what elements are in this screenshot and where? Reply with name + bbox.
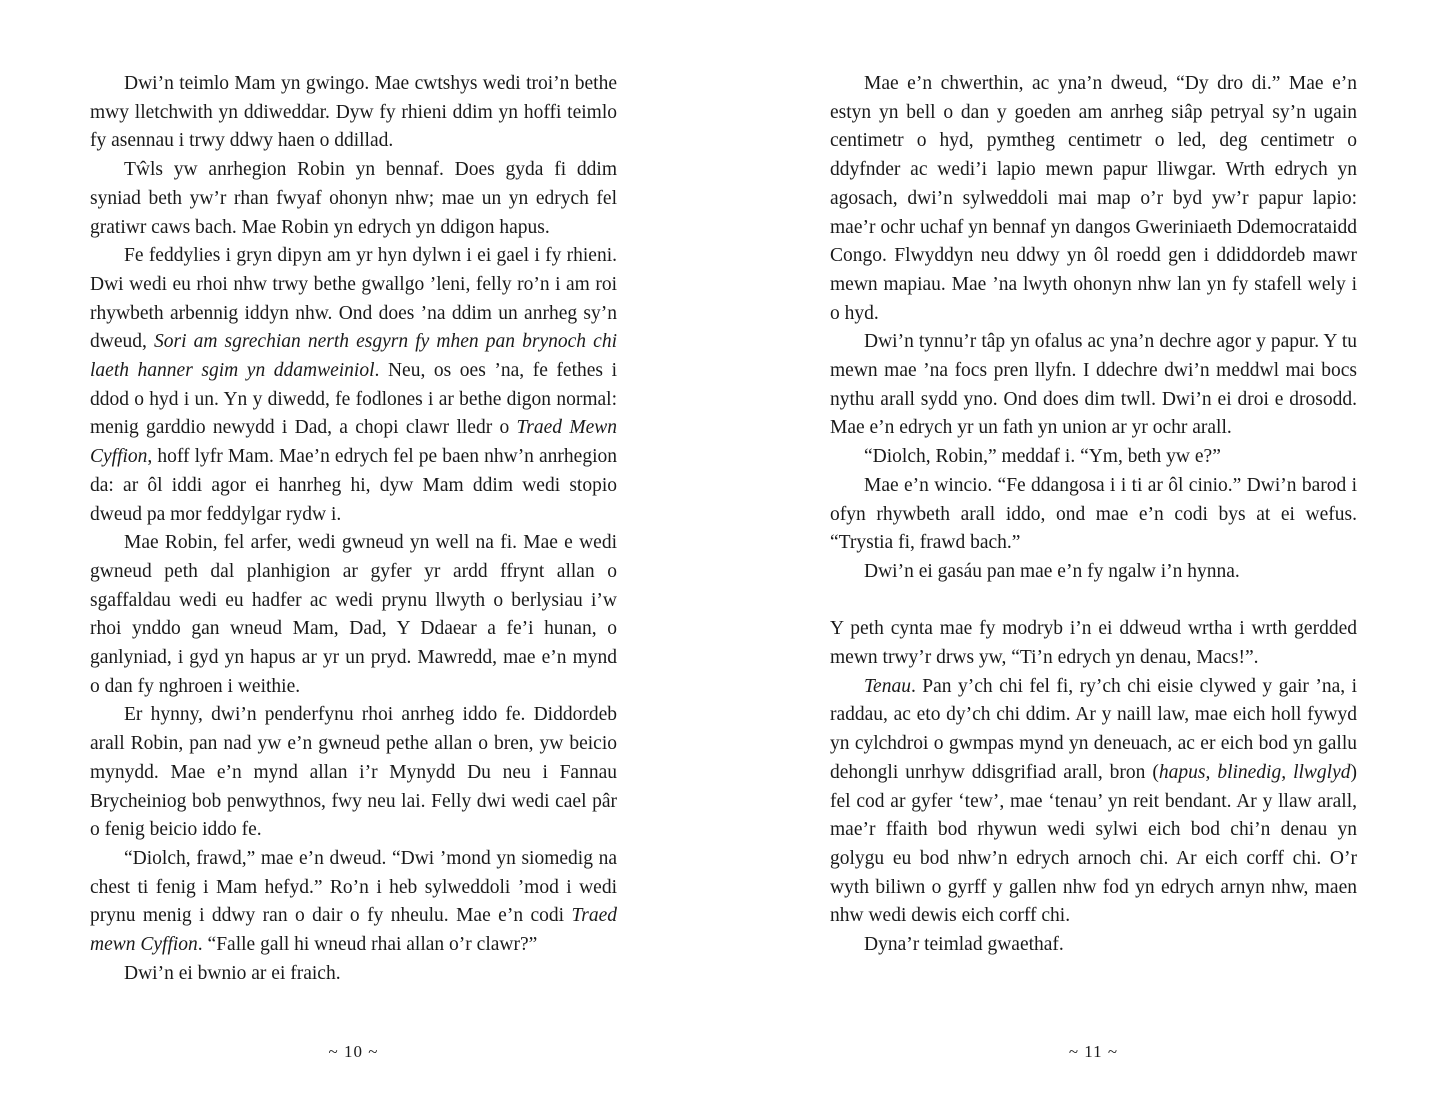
paragraph [90, 242, 617, 529]
left-page-body [90, 70, 617, 989]
text-run: Tŵls yw anrhegion Robin yn bennaf. Does gyda fi ddim syniad beth yw’r rhan fwyaf ohonyn nhw; mae un yn edrych fel gratiwr caws bach. Mae Robin yn edrych yn ddigon hapus. [90, 159, 617, 238]
text-run: Er hynny, dwi’n penderfynu rhoi anrheg iddo fe. Diddordeb arall Robin, pan nad yw e’n gwneud pethe allan o bren, yw beicio mynydd. Mae e’n mynd allan i’r Mynydd Du neu i Fannau Brycheiniog bob penwythnos, fwy neu lai. Felly dwi wedi cael pâr o fenig beicio iddo fe. [90, 704, 617, 841]
right-page-body [830, 70, 1357, 960]
text-run: Dyna’r teimlad gwaethaf. [864, 934, 1064, 956]
text-run: Fe feddylies i gryn dipyn am yr hyn dylwn i ei gael i fy rhieni. Dwi wedi eu rhoi nhw trwy bethe gwallgo ’leni, felly ro’n i am roi rhywbeth arbennig iddyn nhw. Ond does ’na ddim un anrheg sy’n dweud, [90, 245, 617, 353]
paragraph [90, 156, 617, 242]
paragraph [830, 472, 1357, 558]
paragraph [830, 328, 1357, 443]
text-run: Dwi’n tynnu’r tâp yn ofalus ac yna’n dechre agor y papur. Y tu mewn mae ’na focs pren llyfn. I ddechre dwi’n meddwl mai bocs nythu arall sydd yno. Ond does dim twll. Dwi’n ei droi e drosodd. Mae e’n edrych yr un fath yn union ar yr ochr arall. [830, 331, 1357, 439]
paragraph [90, 960, 617, 989]
text-run: Dwi’n ei gasáu pan mae e’n fy ngalw i’n hynna. [864, 560, 1240, 582]
italic-text: Traed Mewn Cyffion [90, 417, 617, 468]
text-run: Mae Robin, fel arfer, wedi gwneud yn well na fi. Mae e wedi gwneud peth dal planhigion ar gyfer yr ardd ffrynt allan o sgaffaldau wedi eu hadfer ac wedi prynu llwyth o berlysiau i’w rhoi ynddo gan wneud Mam, Dad, Y Ddaear a fe’i hunan, o ganlyniad, i gyd yn hapus ar yr un pryd. Mawredd, mae e’n mynd o dan fy nghroen i weithie. [90, 532, 617, 697]
text-run: Y peth cynta mae fy modryb i’n ei ddweud wrtha i wrth gerdded mewn trwy’r drws yw, “Ti’n edrych yn denau, Macs!”. [830, 618, 1357, 669]
page-number-right: ~ 11 ~ [1068, 1042, 1119, 1061]
text-run: . Pan y’ch chi fel fi, ry’ch chi eisie clywed y gair ’na, i raddau, ac eto dy’ch chi ddim. Ar y naill law, mae eich holl fywyd yn cylchdroi o gwmpas mynd yn deneuach, ac er eich bod yn gallu dehongli unrhyw ddisgrifiad arall, bron ( [830, 675, 1357, 783]
paragraph [830, 615, 1357, 672]
text-run: . Neu, os oes ’na, fe fethes i ddod o hyd i un. Yn y diwedd, fe fodlones i ar bethe digon normal: menig garddio newydd i Dad, a chopi clawr lledr o [90, 360, 617, 439]
text-run: ) fel cod ar gyfer ‘tew’, mae ‘tenau’ yn reit bendant. Ar y llaw arall, mae’r ffaith bod rhywun wedi sylwi eich bod chi’n denau yn golygu eu bod nhw’n edrych arnoch chi. Ar eich corff chi. O’r wyth biliwn o gyrff y gallen nhw fod yn edrych arnyn nhw, maen nhw wedi dewis eich corff chi. [830, 761, 1357, 927]
paragraph [90, 70, 617, 156]
text-run: “Diolch, Robin,” meddaf i. “Ym, beth yw e?” [864, 446, 1221, 468]
left-page [90, 70, 617, 989]
text-run: , hoff lyfr Mam. Mae’n edrych fel pe baen nhw’n anrhegion da: ar ôl iddi agor ei hanrheg hi, dyw Mam ddim wedi stopio dweud pa mor feddylgar rydw i. [90, 446, 617, 525]
text-run: Dwi’n ei bwnio ar ei fraich. [124, 962, 341, 984]
italic-text: Tenau [864, 675, 911, 697]
paragraph [90, 845, 617, 960]
text-run: Mae e’n chwerthin, ac yna’n dweud, “Dy dro di.” Mae e’n estyn yn bell o dan y goeden am anrheg siâp petryal sy’n ugain centimetr o hyd, pymtheg centimetr o led, deg centimetr o ddyfnder ac wedi’i lapio mewn papur lliwgar. Wrth edrych yn agosach, dwi’n sylweddoli mai map o’r byd yw’r papur lapio: mae’r ochr uchaf yn bennaf yn dangos Gweriniaeth Ddemocrataidd Congo. Flwyddyn neu ddwy yn ôl roedd gen i ddiddordeb mawr mewn mapiau. Mae ’na lwyth ohonyn nhw lan yn fy stafell wely i o hyd. [830, 73, 1357, 324]
text-run: Mae e’n wincio. “Fe ddangosa i i ti ar ôl cinio.” Dwi’n barod i ofyn rhywbeth arall iddo, ond mae e’n codi bys at ei wefus. “Trystia fi, frawd bach.” [830, 474, 1357, 554]
paragraph [830, 558, 1357, 587]
paragraph [90, 529, 617, 701]
paragraph [830, 673, 1357, 931]
italic-text: hapus, blinedig, llwglyd [1158, 761, 1351, 783]
section-break [830, 587, 1357, 616]
paragraph [830, 443, 1357, 472]
right-page [830, 70, 1357, 960]
paragraph [830, 70, 1357, 328]
text-run: Dwi’n teimlo Mam yn gwingo. Mae cwtshys wedi troi’n bethe mwy lletchwith yn ddiweddar. Dyw fy rhieni ddim yn hoffi teimlo fy asennau i trwy ddwy haen o ddillad. [90, 73, 617, 152]
paragraph [90, 701, 617, 845]
paragraph [830, 931, 1357, 960]
italic-text: Traed mewn Cyffion [90, 905, 617, 956]
page-number-left: ~ 10 ~ [328, 1042, 379, 1061]
text-run: “Diolch, frawd,” mae e’n dweud. “Dwi ’mond yn siomedig na chest ti fenig i Mam hefyd.” Ro’n i heb sylweddoli ’mod i wedi prynu menig i ddwy ran o dair o fy nheulu. Mae e’n codi [90, 847, 617, 927]
text-run: . “Falle gall hi wneud rhai allan o’r clawr?” [197, 934, 538, 956]
italic-text: Sori am sgrechian nerth esgyrn fy mhen pan brynoch chi laeth hanner sgim yn ddamweiniol [90, 331, 617, 382]
